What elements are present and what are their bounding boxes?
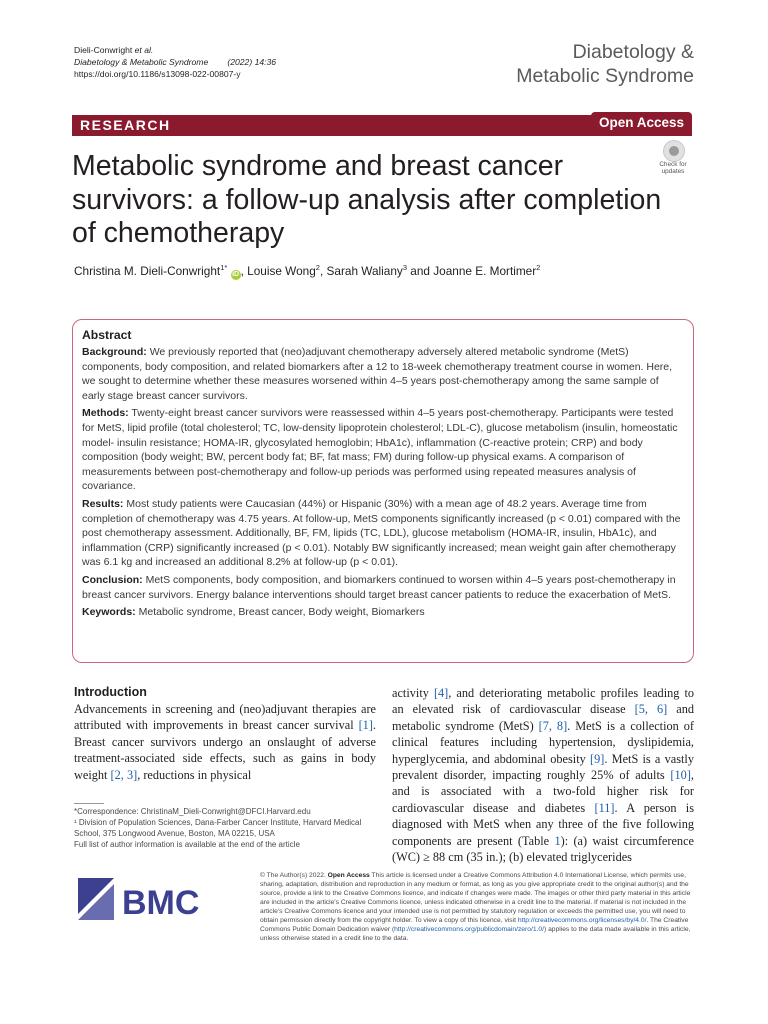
doi-link[interactable]: https://doi.org/10.1186/s13098-022-00807-y bbox=[74, 69, 241, 79]
journal-name-line1: Diabetology & bbox=[572, 41, 694, 63]
bmc-logo bbox=[78, 876, 218, 933]
reference-link[interactable]: [5, 6] bbox=[634, 702, 668, 717]
check-updates-label: Check for updates bbox=[659, 161, 687, 175]
author-info-note: Full list of author information is available at the end of the article bbox=[74, 840, 300, 849]
body-text: activity bbox=[392, 686, 434, 700]
intro-column-left bbox=[74, 684, 376, 783]
abstract-heading: Abstract bbox=[82, 328, 132, 342]
author-name[interactable]: Joanne E. Mortimer bbox=[433, 264, 537, 278]
body-text: ): (a) waist circumference (WC) ≥ 88 cm (35 in.); (b) elevated triglycerides bbox=[392, 833, 694, 865]
reference-link[interactable]: [4] bbox=[433, 686, 449, 700]
affiliation-note: ¹ Division of Population Sciences, Dana-Farber Cancer Institute, Harvard Medical School, 375 Longwood Avenue, Boston, MA 02215, USA bbox=[74, 818, 362, 838]
body-text: . Breast cancer survivors undergo an onslaught of adverse treatment-associated side effects, such as gains in body weight bbox=[74, 718, 376, 782]
body-text: , and deteriorating metabolic profiles leading to an elevated risk of cardiovascular disease bbox=[392, 686, 695, 717]
open-access-badge: Open Access bbox=[591, 112, 692, 134]
abstract-methods: Methods: Twenty-eight breast cancer survivors were reassessed within 4–5 years post-chemotherapy. Participants were tested for MetS, lipid profile (total cholesterol; TC, low-density lipoprotein cholesterol; LDL-C), glucose metabolism (insulin, homeostatic model- insulin resistance; HOMA-IR, glycosylated hemoglobin; HbA1c), inflammation (C-reactive protein; CRP) and body composition (body weight; BW, percent body fat; BF, fat mass; FM) during follow-up physical exams. A comparison of measurements between post-chemotherapy and follow-up periods was performed using repeated measures analysis of covariance. bbox=[82, 407, 678, 493]
body-text: , and is associated with a two-fold higher risk for cardiovascular disease and diabetes bbox=[392, 768, 694, 815]
body-text: Advancements in screening and (neo)adjuvant therapies are attributed with improvements in breast cancer survival bbox=[74, 702, 376, 733]
body-text: . A person is diagnosed with MetS when any three of the five following components are present (Table bbox=[392, 800, 694, 848]
author-list: Christina M. Dieli-Conwright$^{1*}$ iD , Louise Wong$^2$, Sarah Waliany$^3$ and Joanne E. Mortimer$^2$ bbox=[74, 263, 541, 278]
reference-link[interactable]: 1 bbox=[554, 833, 561, 848]
abstract-conclusion: Conclusion: MetS components, body composition, and biomarkers continued to worsen within 4–5 years post-chemotherapy in breast cancer survivors. Energy balance interventions should target breast cancer patients to reduce the exacerbation of MetS. bbox=[82, 573, 676, 601]
body-text: , reductions in physical bbox=[137, 767, 252, 782]
article-title: Metabolic syndrome and breast cancer survivors: a follow-up analysis after completion of chemotherapy bbox=[72, 150, 662, 249]
correspondence-email[interactable]: *Correspondence: ChristinaM_Dieli-Conwright@DFCI.Harvard.edu bbox=[74, 807, 311, 816]
body-text: . MetS is a collection of clinical features including hypertension, dyslipidemia, hyperglycemia, and abdominal obesity bbox=[392, 718, 695, 766]
citation-block bbox=[74, 44, 276, 80]
author-name[interactable]: Louise Wong bbox=[247, 264, 316, 278]
author-affiliation: 1* bbox=[220, 263, 228, 273]
abstract-keywords: Keywords: Metabolic syndrome, Breast cancer, Body weight, Biomarkers bbox=[82, 606, 425, 619]
footnote-divider bbox=[74, 803, 104, 804]
author-affiliation: 2 bbox=[315, 263, 320, 273]
license-link[interactable]: http://creativecommons.org/licenses/by/4.0/ bbox=[517, 917, 647, 924]
footnotes bbox=[74, 806, 376, 850]
reference-link[interactable]: [1] bbox=[358, 718, 373, 733]
author-name[interactable]: Christina M. Dieli-Conwright bbox=[74, 264, 221, 278]
public-domain-link[interactable]: http://creativecommons.org/publicdomain/zero/1.0/ bbox=[394, 926, 544, 933]
reference-link[interactable]: [9] bbox=[590, 751, 605, 766]
bmc-logo-text: BMC bbox=[122, 884, 200, 922]
reference-link[interactable]: [2, 3] bbox=[110, 767, 138, 782]
body-text: and metabolic syndrome (MetS) bbox=[392, 702, 694, 733]
abstract-results: Results: Most study patients were Caucasian (44%) or Hispanic (30%) with a mean age of 48.2 years. Average time from completion of chemotherapy was 4.75 years. At follow-up, MetS components significantly increased (p < 0.01) compared with the post chemotherapy assessment. Additionally, BF, FM, lipids (TC, LDL), glucose metabolism (HOMA-IR, insulin, HbA1c), and inflammation (CRP) significantly increased (p < 0.01). Notably BW significantly increased; mean weight gain after chemotherapy was 6.1 kg and increased an additional 8.2% at follow-up (p < 0.01). bbox=[82, 497, 681, 569]
intro-heading: Introduction bbox=[74, 685, 147, 699]
license-text: © The Author(s) 2022. Open Access This article is licensed under a Creative Commons Attribution 4.0 International License, which permits use, sharing, adaptation, distribution and reproduction in any medium or format, as long as you give appropriate credit to the original author(s) and the source, provide a link to the Creative Commons licence, and indicate if changes were made. The images or other third party material in this article are included in the article's Creative Commons licence, unless indicated otherwise in a credit line to the material. If material is not included in the article's Creative Commons licence and your intended use is not permitted by statutory regulation or exceeds the permitted use, you will need to obtain permission directly from the copyright holder. To view a copy of this licence, visit http://creativecommons.org/licenses/by/4.0/. The Creative Commons Public Domain Dedication waiver (http://creativecommons.org/publicdomain/zero/1.0/) applies to the data made available in this article, unless otherwise stated in a credit line to the data. bbox=[260, 872, 691, 942]
abstract-background: Background: We previously reported that (neo)adjuvant chemotherapy adversely altered metabolic syndrome (MetS) components, body composition, and related biomarkers after a 12 to 18-week chemotherapy treatment course in women. Here, we sought to determine whether these measures worsened within 4–5 years post-chemotherapy among the same sample of early stage breast cancer survivors. bbox=[82, 346, 673, 402]
section-banner bbox=[72, 115, 692, 136]
author-affiliation: 2 bbox=[536, 263, 541, 273]
intro-column-right bbox=[392, 685, 694, 865]
citation-etal: et al. bbox=[134, 45, 154, 55]
citation-author: Dieli-Conwright bbox=[74, 45, 133, 55]
orcid-icon[interactable]: iD bbox=[232, 271, 240, 278]
reference-link[interactable]: [7, 8] bbox=[538, 718, 568, 733]
citation-year-volume: (2022) 14:36 bbox=[227, 57, 277, 67]
journal-name bbox=[516, 40, 694, 88]
author-affiliation: 3 bbox=[402, 263, 407, 273]
abstract-box bbox=[72, 319, 694, 663]
citation-journal: Diabetology & Metabolic Syndrome bbox=[74, 57, 209, 67]
author-name[interactable]: Sarah Waliany bbox=[326, 264, 403, 278]
reference-link[interactable]: [10] bbox=[670, 768, 691, 783]
body-text: . MetS is a vastly prevalent disorder, impacting roughly 25% of adults bbox=[392, 751, 694, 783]
journal-name-line2: Metabolic Syndrome bbox=[516, 65, 694, 87]
bmc-logo-graphic bbox=[78, 876, 218, 928]
intro-paragraph-left bbox=[74, 701, 376, 783]
reference-link[interactable]: [11] bbox=[594, 800, 615, 815]
section-label: RESEARCH bbox=[80, 117, 171, 133]
intro-paragraph-right bbox=[392, 685, 694, 865]
